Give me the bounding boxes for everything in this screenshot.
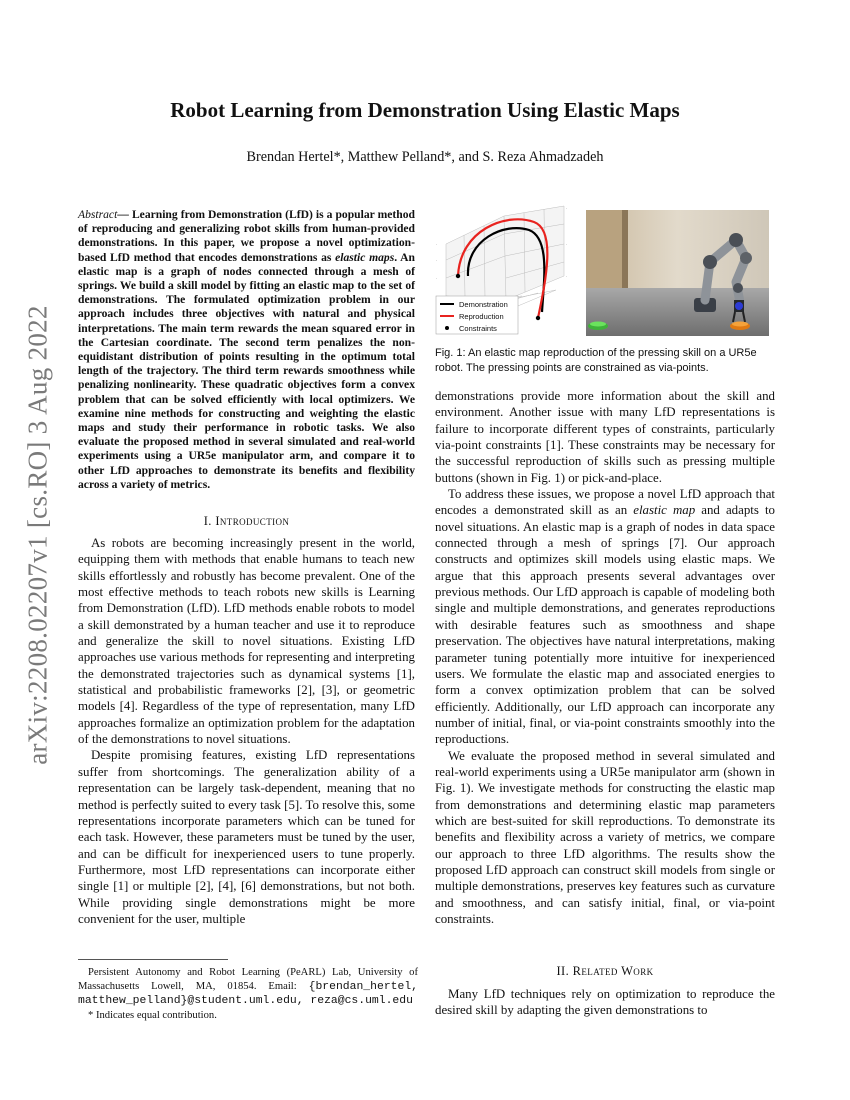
paragraph: We evaluate the proposed method in several simulated and real-world experiments using a UR5e manipulator arm (shown in Fig. 1). We investigate methods for constructing the elastic map from demonstrations and determining elastic map parameters which are best-suited for skill reproductions. To demonstrate its benefits and flexibility across a variety of metrics, we compare our approach to three LfD algorithms. The results show the proposed LfD approach can construct skill models from single or multiple demonstrations, preserves key features such as curvature and smoothness, and can satisfy initial, final, or via-point constraints.	[435, 748, 775, 926]
footnote-equal-contribution: * Indicates equal contribution.	[88, 1009, 217, 1021]
svg-text:·: ·	[566, 242, 568, 247]
figure-caption: Fig. 1: An elastic map reproduction of the pressing skill on a UR5e robot. The pressing points are constrained as via-points.	[435, 347, 757, 374]
legend-constraints: Constraints	[459, 324, 497, 333]
left-column-body	[78, 535, 415, 927]
arxiv-stamp	[18, 290, 58, 780]
section-heading-related-work	[435, 964, 775, 979]
section-number: I.	[203, 514, 216, 528]
abstract-text-2: . An elastic map is a graph of nodes connected through a mesh of springs. We build a skill model by fitting an elastic map to the set of demonstrations. The formulated optimization problem in our approach includes three objectives with natural and physical interpretations. The main term rewards the mean squared error in the Cartesian coordinate. The second term penalizes the non-equidistant distribution of points resulting in the optimum total length of the trajectory. The third term rewards smoothness while penalizing nonlinearity. These quadratic objectives form a convex problem that can be solved efficiently with local optimizers. We examine nine methods for constructing and weighting the elastic maps and study their performance in robotic tasks. We also evaluate the proposed method in several simulated and real-world experiments using a UR5e manipulator arm, and compare it to other LfD approaches to demonstrate its benefits and flexibility across a variety of metrics.	[78, 250, 415, 491]
abstract-text: — Learning from Demonstration (LfD) is a popular method of reproducing and generalizing robot skills from human-provided demonstrations. In this paper, we propose a novel optimization-based LfD method that encodes demonstrations as	[78, 208, 415, 264]
legend-reproduction: Reproduction	[459, 312, 504, 321]
arxiv-id: arXiv:2208.02207v1 [cs.RO] 3 Aug 2022	[22, 305, 53, 765]
related-work-body	[435, 986, 775, 1019]
svg-text:·: ·	[566, 206, 568, 211]
right-column-body	[435, 388, 775, 927]
svg-text:·: ·	[436, 258, 438, 263]
legend-demonstration: Demonstration	[459, 300, 508, 309]
plot-legend	[436, 296, 518, 334]
constraint-point	[456, 274, 460, 278]
paper-title: Robot Learning from Demonstration Using Elastic Maps	[170, 98, 680, 122]
paper-authors: Brendan Hertel*, Matthew Pelland*, and S. Reza Ahmadzadeh	[246, 149, 604, 165]
figure-robot-photo	[586, 210, 769, 336]
footnote-affiliation: Persistent Autonomy and Robot Learning (PeARL) Lab, University of Massachusetts Lowell, MA, 01854. Email:	[78, 967, 418, 992]
section-number: II.	[556, 964, 573, 978]
footnote-rule	[78, 959, 228, 960]
abstract-label: Abstract	[78, 208, 118, 221]
paragraph-text: and adapts to novel situations. An elastic map is a graph of nodes in data space connected through a mesh of springs [7]. Our approach constructs and optimizes skill models using elastic maps. We argue that this approach presents several advantages over previous methods. Our LfD approach is capable of modeling both single and multiple demonstrations, and generates reproductions with desirable features such as smoothness and shape preservation. The objectives have natural interpretations, making parameter tuning potentially more intuitive for inexperienced users. We formulate the elastic map and associated energies to form a convex optimization problem that can be solved efficiently. Additionally, our LfD approach can incorporate any number of initial, final, or via-point constraints smoothly into the reproductions.	[435, 503, 775, 747]
figure-trajectory-plot	[434, 200, 580, 336]
paragraph: Despite promising features, existing LfD representations suffer from shortcomings. The generalization ability of a representation can be largely task-dependent, meaning that no method is perfectly suited to every task [5]. To resolve this, some representations incorporate parameters which can be tuned for each task. However, these parameters must be tuned by the user, and can be difficult for inexperienced users to tune properly. Furthermore, most LfD representations can incorporate either single [1] or multiple [2], [4], [6] demonstrations, but not both. While providing single demonstrations might be more convenient for the user, multiple	[78, 748, 415, 926]
paragraph-emphasis: elastic map	[633, 503, 696, 518]
abstract-emphasis: elastic maps	[335, 250, 395, 264]
photo-door	[586, 210, 622, 290]
abstract	[78, 208, 415, 492]
paragraph-text: To address these issues, we propose a novel LfD approach that encodes a demonstrated skill as an	[435, 487, 775, 518]
footnote	[78, 966, 418, 1022]
trajectory-plot-svg	[434, 200, 580, 336]
svg-text:·: ·	[436, 276, 438, 281]
footnote-emails: {brendan_hertel, matthew_pelland}@student.uml.edu, reza@cs.uml.edu	[78, 980, 418, 1007]
constraint-point	[536, 316, 540, 320]
paragraph: demonstrations provide more information about the skill and environment. Another issue with many LfD representations is failure to incorporate different types of constraints, particularly via-point constraints [1]. These constraints may be necessary for the successful reproduction of skills such as pressing multiple buttons (shown in Fig. 1) or pick-and-place.	[435, 389, 775, 485]
robot-photo-svg	[586, 210, 769, 336]
paragraph: Many LfD techniques rely on optimization to reproduce the desired skill by adapting the given demonstrations to	[435, 987, 775, 1018]
svg-text:·: ·	[566, 274, 568, 279]
section-title: Introduction	[215, 514, 290, 528]
paragraph: As robots are becoming increasingly present in the world, equipping them with methods that enable humans to teach new skills effortlessly and robustly has become prevalent. One of the most effective methods to teach robots new skills is Learning from Demonstration (LfD). LfD methods enable robots to model a skill demonstrated by a human teacher and use it to reproduce and generalize the skill to novel situations. Existing LfD approaches use various methods for representing and interpreting the demonstrated trajectories such as dynamical systems [1], statistical and probabilistic frameworks [2], [3], or geometric models [4]. Regardless of the type of representation, many LfD approaches formalize an optimization problem for the adaptation of the demonstrations to novel situations.	[78, 536, 415, 747]
legend-swatch-constraints	[445, 326, 449, 330]
section-title: Related Work	[572, 964, 654, 978]
paragraph	[435, 486, 775, 748]
section-heading-introduction	[78, 514, 415, 529]
svg-text:·: ·	[436, 242, 438, 247]
